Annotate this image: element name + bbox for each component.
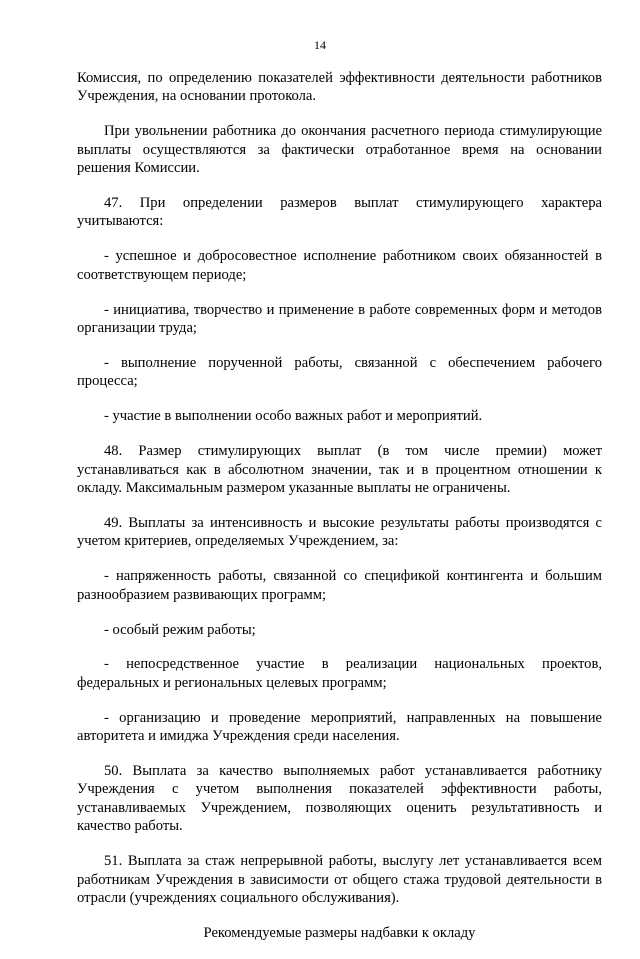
list-item-47-1: - успешное и добросовестное исполнение работником своих обязанностей в соответствующем периоде; xyxy=(77,248,602,283)
document-body xyxy=(77,69,602,959)
list-item-49-4: - организацию и проведение мероприятий, направленных на повышение авторитета и имиджа Учреждения среди населения. xyxy=(77,709,602,745)
list-item-49-1: - напряженность работы, связанной со спецификой контингента и большим разнообразием развивающих программ; xyxy=(77,568,602,603)
paragraph-48: 48. Размер стимулирующих выплат (в том числе премии) может устанавливаться как в абсолютном значении, так и в процентном отношении к окладу. Максимальным размером указанные выплаты не ограничены. xyxy=(77,443,602,496)
list-item-47-2: - инициатива, творчество и применение в работе современных форм и методов организации труда; xyxy=(77,301,602,337)
section-heading-allowance: Рекомендуемые размеры надбавки к окладу xyxy=(203,924,476,941)
paragraph-dismissal: При увольнении работника до окончания расчетного периода стимулирующие выплаты осуществляются за фактически отработанное время на основании решения Комиссии. xyxy=(77,123,602,177)
list-item-47-3: - выполнение порученной работы, связанной с обеспечением рабочего процесса; xyxy=(77,354,602,390)
list-item-49-2: - особый режим работы; xyxy=(104,621,256,638)
paragraph-50: 50. Выплата за качество выполняемых работ устанавливается работнику Учреждения с учетом выполнения показателей эффективности работы, устанавливаемых Учреждением, позволяющих оценить результативность и качество работы. xyxy=(77,763,602,835)
list-item-49-3: - непосредственное участие в реализации национальных проектов, федеральных и региональных целевых программ; xyxy=(77,656,602,691)
list-item-47-4: - участие в выполнении особо важных работ и мероприятий. xyxy=(104,408,483,425)
page-number: 14 xyxy=(314,38,326,52)
paragraph-commission-continuation: Комиссия, по определению показателей эффективности деятельности работников Учреждения, на основании протокола. xyxy=(77,70,602,105)
paragraph-49: 49. Выплаты за интенсивность и высокие результаты работы производятся с учетом критериев, определяемых Учреждением, за: xyxy=(77,514,602,550)
paragraph-47: 47. При определении размеров выплат стимулирующего характера учитываются: xyxy=(77,195,602,230)
paragraph-51: 51. Выплата за стаж непрерывной работы, выслугу лет устанавливается всем работникам Учреждения в зависимости от общего стажа трудовой деятельности в отрасли (учреждениях социального обслуживания). xyxy=(77,853,602,906)
